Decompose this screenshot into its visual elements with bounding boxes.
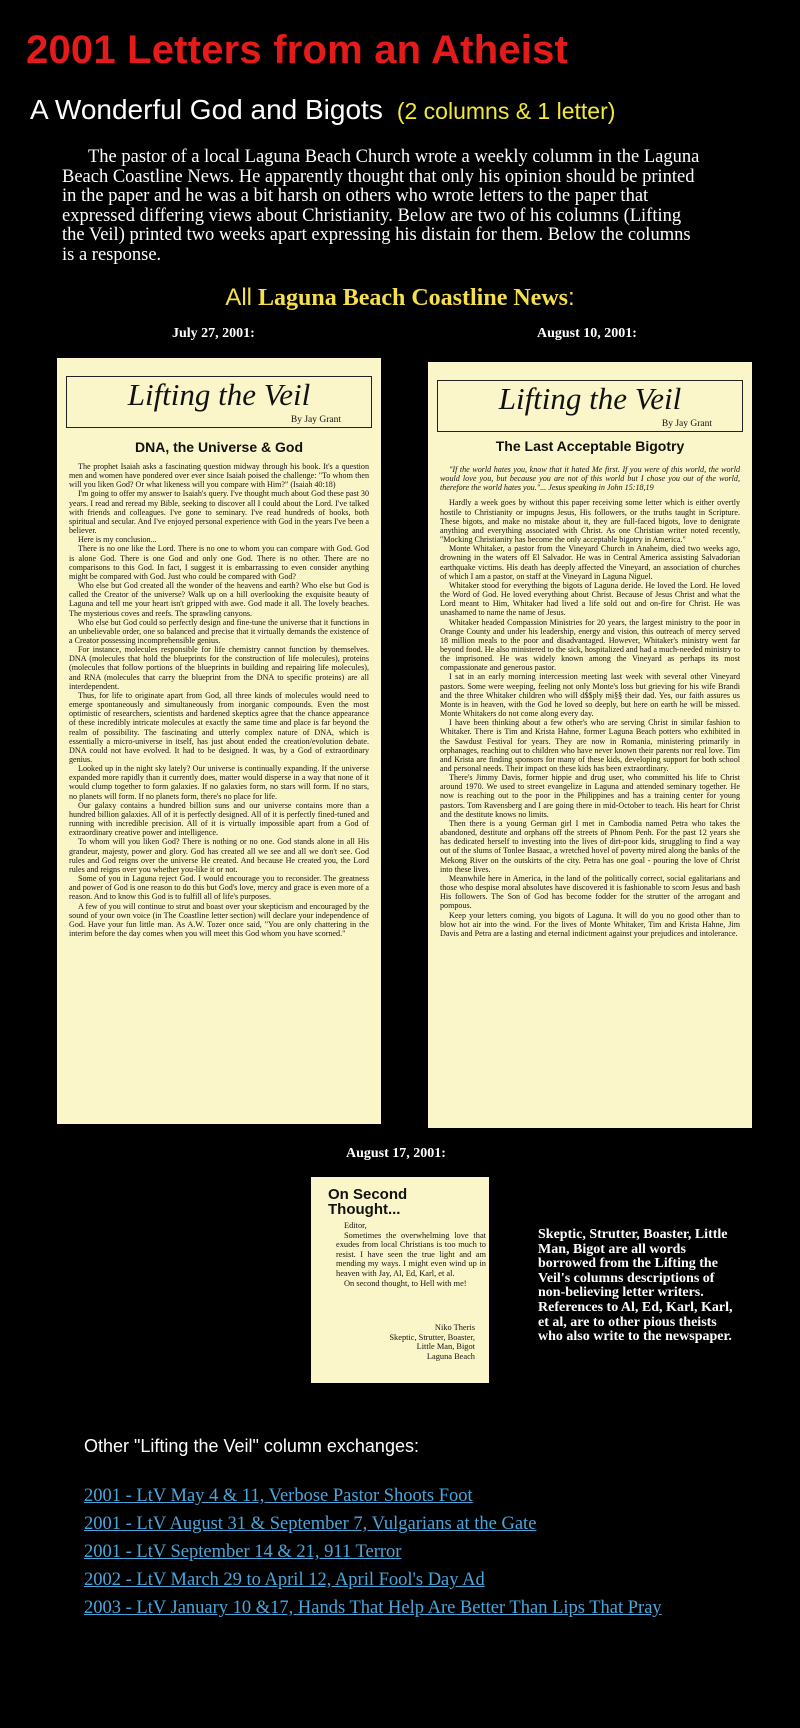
paragraph: The prophet Isaiah asks a fascinating question midway through his book. It's a question men and women have pondered over ever since Isaiah poised the challenge: "To whom then will you liken God? Or what likeness will you compare with Him?" (Isaiah 40:18) — [69, 462, 369, 490]
paragraph: A few of you will continue to strut and boast over your skepticism and encouraged by the sound of your own voice (in The Coastline letter section) will declare your independence of God. Have your fun little man. As A.W. Tozer once said, "You are only chattering in the interim before the day comes when you will meet this God whom you have scorned." — [69, 901, 369, 938]
paragraph: I have been thinking about a few other's who are serving Christ in similar fashion to Whitaker. There is Tim and Krista Hahne, former Laguna Beach potters who exhibited in the Sawdust Festival for years. They are now in Romania, ministering primarily in orphanages, reaching out to children who have never known their parents nor real love. Tim and Krista are finding sponsors for many of these kids, developing support for both school and personal needs. Their impact on these kids has been extraordinary. — [440, 718, 740, 773]
letter-clipping — [311, 1177, 489, 1383]
column-2-date: August 10, 2001: — [537, 326, 637, 341]
masthead-title: Lifting the Veil — [127, 377, 311, 412]
letter-headline: On Second Thought... — [328, 1186, 408, 1218]
paragraph: Thus, for life to originate apart from God, all three kinds of molecules would need to emerge spontaneously and simultaneously from inorganic compounds. Even the most optimistic of researchers, scientists and hardened skeptics agree that the chance appearance of these incredibly intricate molecules at exactly the same time and place is far beyond the realm of possibility. The fascinating and utterly complex nature of DNA, which is essentially a micro-universe in itself, has just about ended the creation/evolution debate. DNA could not have evolved. It had to be designed. It was, by a God of extraordinary genius. — [69, 690, 369, 764]
paragraph: Our galaxy contains a hundred billion suns and our universe contains more than a hundred billion galaxies. All of it is perfectly designed. All of it is perfectly fined-tuned and running with incredible precision. All of it is virtually impossible apart from a God of extraordinary creative power and intelligence. — [69, 800, 369, 838]
column-1-masthead — [66, 376, 372, 428]
paragraph: Sometimes the overwhelming love that exudes from local Christians is too much to resist. I have seen the true light and am mending my ways. I might even wind up in heaven with Jay, Al, Ed, Karl, et al. — [336, 1230, 486, 1278]
paragraph: Then there is a young German girl I met in Cambodia named Petra who takes the abandoned, destitute and orphans off the streets of Phnom Penh. For the past 12 years she has dedicated herself to investing into the lives of dirt-poor kids, struggling to find a way out of the slums of Tonlee Basaac, a wretched hovel of poverty mired along the banks of the Mekong River on the outskirts of the city. Petra has one goal - pouring the love of Christ into these lives. — [440, 818, 740, 874]
paragraph: Whitaker headed Compassion Ministries for 20 years, the largest ministry to the poor in Orange County and under his leadership, energy and vision, this outreach of mercy served 18 million meals to the poor and disadvantaged. However, Whitaker's ministry went far beyond food. He also ministered to the sick, hospitalized and had a much-needed ministry to the imprisoned. He was widely known among the Vineyard as perhaps its most compassionate and generous pastor. — [440, 617, 740, 673]
page-subtitle — [30, 94, 615, 126]
column-2-body — [440, 465, 740, 938]
signature-line: Niko Theris — [434, 1323, 475, 1332]
masthead-title: Lifting the Veil — [498, 381, 682, 416]
paragraph: Some of you in Laguna reject God. I would encourage you to reconsider. The greatness and power of God is one reason to do this but God's love, mercy and grace is even more of a reason. And to know this God is to fulfill all of life's purposes. — [69, 874, 369, 902]
paragraph: Who else but God created all the wonder of the heavens and earth? Who else but God is called the Creator of the universe? Walk up on a hill overlooking the exquisite beauty of Laguna and tell me your heart isn't gripped with awe. God made it all. The lovely beaches. The mysterious coves and reefs. The sprawling canyons. — [69, 581, 369, 618]
column-1-date: July 27, 2001: — [172, 326, 255, 341]
signature-line: Skeptic, Strutter, Boaster, — [389, 1332, 475, 1342]
signature-line: Little Man, Bigot — [416, 1342, 475, 1352]
column-2-headline: The Last Acceptable Bigotry — [495, 438, 685, 454]
exchange-link[interactable]: 2002 - LtV March 29 to April 12, April Fool's Day Ad — [84, 1570, 485, 1590]
subtitle-text: A Wonderful God and Bigots — [30, 94, 383, 125]
paragraph: Meanwhile here in America, in the land of the politically correct, social egalitarians and those who despise moral absolutes have discovered it is fashionable to scorn Jesus and bash His followers. The Son of God has become fodder for the strutter of the arrogant and pompous. — [440, 873, 740, 911]
paragraph: I'm going to offer my answer to Isaiah's query. I've thought much about God these past 30 years. I read and reread my Bible, seeking to discover all I could about the Lord. I've talked with friends and colleagues. I've gone to seminary. I've read hundreds of books, both spiritual and secular. And I've enjoyed personal experience with God in the years I've been a believer. — [69, 489, 369, 536]
other-exchanges-links — [84, 1482, 662, 1622]
exchange-link[interactable]: 2001 - LtV September 14 & 21, 911 Terror — [84, 1542, 402, 1562]
column-2-masthead — [437, 380, 743, 432]
source-prefix: All — [225, 284, 252, 311]
masthead-byline: By Jay Grant — [290, 415, 341, 425]
column-1-body — [69, 462, 369, 938]
paragraph: There is no one like the Lord. There is no one to whom you can compare with God. God is alone God. There is one God and only one God. There is no other. There are no comparisons to this God. In fact, I suggest it is embarrassing to even consider anything might be compared with God. Just who could be compared with God? — [69, 544, 369, 581]
sidebar-note: Skeptic, Strutter, Boaster, Little Man, Bigot are all words borrowed from the Lifting the Veil's columns descriptions of non-believing letter writers. References to Al, Ed, Karl, Karl, et al, are to other pious theists who also write to the newspaper. — [538, 1227, 733, 1345]
paragraph: Hardly a week goes by without this paper receiving some letter which is either overtly hostile to Christianity or impugns Jesus, His followers, or the truths taught in Scripture. These bigots, and make no mistake about it, they are full-faced bigots, love to denigrate anything and everything associated with Christ. As one Christian writer noted recently, "Mocking Christianity has become the only acceptable bigotry in America." — [440, 498, 740, 545]
letter-salutation: Editor, — [344, 1221, 367, 1230]
column-2-clipping — [428, 362, 752, 1128]
paragraph: Here is my conclusion... — [78, 535, 157, 545]
paragraph: Monte Whitaker, a pastor from the Vineyard Church in Anaheim, died two weeks ago, drowning in the waters off El Salvador. He was in Central America assisting Salvadorian earthquake victims. His death has deeply affected the Vineyard, an association of churches of which I am a pastor, on staff at the Vineyard in Laguna Niguel. — [440, 544, 740, 581]
subtitle-note: (2 columns & 1 letter) — [396, 98, 616, 124]
letter-body — [336, 1221, 486, 1288]
paragraph: To whom will you liken God? There is nothing or no one. God stands alone in all His grandeur, majesty, power and glory. God has created all we see and all we don't see. God rules and God reigns over the universe He created. And because He created you, the Lord rules and reigns over you whether you-like it or not. — [69, 837, 369, 874]
other-exchanges-heading: Other "Lifting the Veil" column exchanges: — [84, 1436, 419, 1456]
paragraph: On second thought, to Hell with me! — [344, 1278, 467, 1288]
letter-date: August 17, 2001: — [346, 1146, 446, 1161]
page-title: 2001 Letters from an Atheist — [26, 28, 569, 72]
exchange-link[interactable]: 2001 - LtV May 4 & 11, Verbose Pastor Shoots Foot — [84, 1486, 473, 1506]
paragraph: Keep your letters coming, you bigots of Laguna. It will do you no good other than to blow hot air into the wind. For the lives of Monte Whitaker, Tim and Krista Hahne, Jim Davis and Petra are a lasting and eternal indictment against your prejudices and intolerance. — [440, 910, 740, 938]
paragraph: Who else but God could so perfectly design and fine-tune the universe that it functions in an unbelievable order, one so balanced and precise that it virtually demands the existence of a Creator possessing incomprehensible genius. — [69, 617, 369, 645]
column-1-clipping — [57, 358, 381, 1124]
signature-line: Laguna Beach — [426, 1351, 475, 1361]
exchange-link[interactable]: 2003 - LtV January 10 &17, Hands That Help Are Better Than Lips That Pray — [84, 1598, 662, 1618]
paragraph: Whitaker stood for everything the bigots of Laguna deride. He loved the Lord. He loved the Word of God. He loved everything about Christ. Because of Jesus Christ and what the Lord meant to Him, Whitaker had lived a life sold out and on-fire for Christ. He was unashamed to name the name of Jesus. — [440, 580, 740, 618]
source-suffix: : — [568, 284, 575, 311]
letter-signature — [389, 1323, 475, 1361]
column-1-headline: DNA, the Universe & God — [134, 439, 304, 455]
epigraph-quote: "If the world hates you, know that it hated Me first. If you were of this world, the world would love you, but because you are not of this world but I chose you out of the world, therefore the world hates you."... Jesus speaking in John 15:18,19 — [440, 465, 740, 493]
exchange-link[interactable]: 2001 - LtV August 31 & September 7, Vulgarians at the Gate — [84, 1514, 537, 1534]
paragraph: I sat in an early morning intercession meeting last week with several other Vineyard pastors. Some were weeping, feeling not only Monte's loss but grieving for his wife Brandi and the three Whitaker children who will d$$ply mi§§ their dad. Yes, our faith assures us Monte is in heaven, with the God he loved so deeply, but here on earth he will be missed. Monte Whitakers do not come along every day. — [440, 672, 740, 719]
masthead-byline: By Jay Grant — [661, 419, 712, 429]
paragraph: For instance, molecules responsible for life chemistry cannot function by themselves. DNA (molecules that hold the blueprints for the construction of life molecules), proteins (molecules that follow portions of the blueprints in building and repairing life molecules), and RNA (molecules that carry the blueprint from the DNA to specific proteins) are all interdependent. — [69, 645, 369, 691]
paragraph: Looked up in the night sky lately? Our universe is continually expanding. If the universe expanded more rapidly than it currently does, matter would disperse in a way that none of it would clump together to form galaxies. If no galaxies form, no stars will form. If no stars, no planets will form. If no planets form, there's no place for life. — [69, 764, 369, 801]
paragraph: There's Jimmy Davis, former hippie and drug user, who committed his life to Christ around 1970. We used to street evangelize in Laguna and attended seminary together. He now is reaching out to the poor in the Philippines and has a training center for young pastors. Tom Ravensberg and I are going there in mid-October to teach. His heart for Christ and the destitute knows no limits. — [440, 773, 740, 819]
intro-paragraph: The pastor of a local Laguna Beach Church wrote a weekly columm in the Laguna Beach Coastline News. He apparently thought that only his opinion should be printed in the paper and he was a bit harsh on others who wrote letters to the paper that expressed differing views about Christianity. Below are two of his columns (Lifting the Veil) printed two weeks apart expressing his distain for them. Below the columns is a response. — [62, 147, 700, 265]
source-name: Laguna Beach Coastline News — [257, 285, 569, 311]
source-heading — [0, 284, 800, 312]
